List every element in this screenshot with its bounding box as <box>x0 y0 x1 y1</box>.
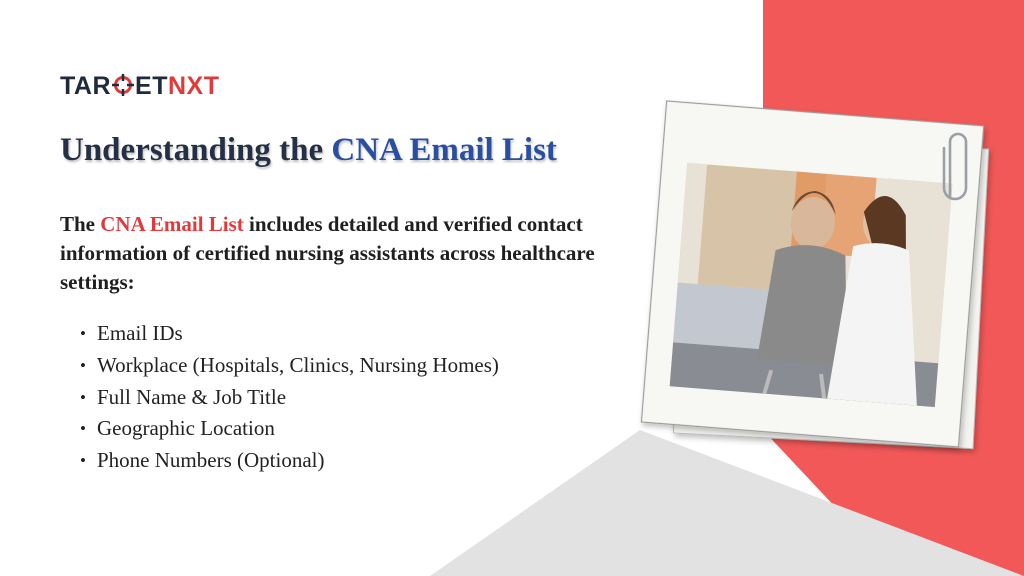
paperclip-icon <box>938 126 972 210</box>
bullet-dot-icon: • <box>80 419 86 439</box>
logo-text-part1: TAR <box>60 71 112 100</box>
logo-text-part3: NXT <box>167 71 220 100</box>
bullet-dot-icon: • <box>80 355 86 375</box>
list-item <box>75 445 499 477</box>
list-item-text: Phone Numbers (Optional) <box>97 448 325 473</box>
list-item-text: Geographic Location <box>97 416 275 441</box>
bullet-dot-icon: • <box>80 451 86 471</box>
list-item <box>75 413 499 445</box>
list-item <box>75 350 499 382</box>
page-title <box>60 132 557 169</box>
description-after: includes detailed and verified contact information of certified nursing assistants across healthcare settings: <box>60 212 595 294</box>
title-accent: CNA Email List <box>331 132 557 168</box>
list-item-text: Workplace (Hospitals, Clinics, Nursing Homes) <box>97 352 499 377</box>
title-prefix: Understanding the <box>60 132 332 168</box>
description-highlight: CNA Email List <box>100 212 244 236</box>
nurse-patient-photo <box>670 163 953 407</box>
list-item <box>75 318 499 350</box>
bullet-dot-icon: • <box>80 324 86 343</box>
list-item-text: Full Name & Job Title <box>97 384 287 409</box>
logo-text-part2: ET <box>135 71 168 100</box>
brand-logo <box>60 70 219 102</box>
description-before: The <box>60 212 101 236</box>
list-item-text: Email IDs <box>97 321 183 345</box>
crosshair-icon <box>112 74 134 96</box>
bullet-dot-icon: • <box>80 387 86 407</box>
feature-list <box>75 318 499 477</box>
list-item <box>75 382 499 414</box>
description-paragraph <box>60 210 660 297</box>
